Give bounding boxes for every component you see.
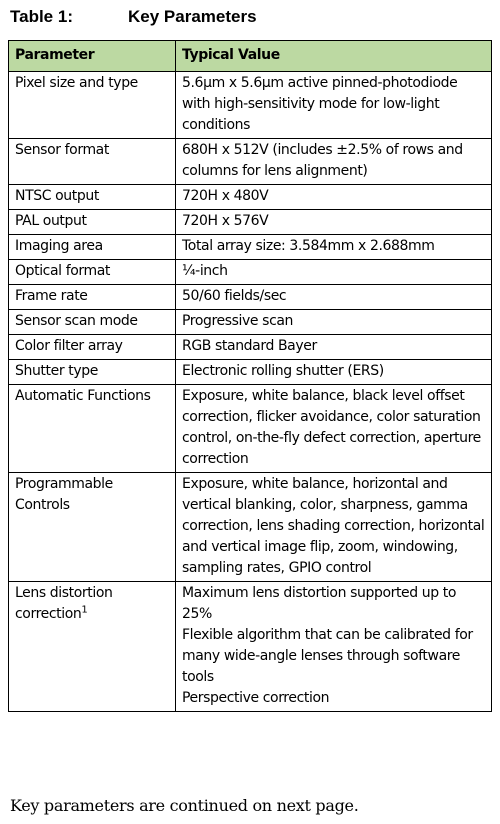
row-parameter: NTSC output <box>9 185 176 210</box>
row-value: 5.6µm x 5.6µm active pinned-photodiode with high-sensitivity mode for low-light conditions <box>176 72 492 139</box>
row-value: Exposure, white balance, horizontal and vertical blanking, color, sharpness, gamma correction, lens shading correction, horizontal and vertical image flip, zoom, windowing, sampling rates, GPIO control <box>176 473 492 582</box>
table-row <box>9 285 492 310</box>
table-caption <box>10 4 490 30</box>
table-row <box>9 72 492 139</box>
continuation-note: Key parameters are continued on next page. <box>10 796 359 815</box>
row-value: Electronic rolling shutter (ERS) <box>176 360 492 385</box>
table-row <box>9 310 492 335</box>
row-value: 720H x 480V <box>176 185 492 210</box>
row-parameter: Pixel size and type <box>9 72 176 139</box>
footnote-marker: 1 <box>81 604 88 616</box>
table-row <box>9 582 492 712</box>
row-parameter: Optical format <box>9 260 176 285</box>
table-number: Table 1: <box>10 7 73 26</box>
row-parameter: Shutter type <box>9 360 176 385</box>
table-row <box>9 210 492 235</box>
table-row <box>9 360 492 385</box>
row-value: Progressive scan <box>176 310 492 335</box>
table-title: Key Parameters <box>128 7 257 26</box>
row-value <box>176 582 492 712</box>
header-typical-value: Typical Value <box>176 41 492 72</box>
lens-value-line: Flexible algorithm that can be calibrated for many wide-angle lenses through software tools <box>182 627 473 685</box>
row-parameter <box>9 582 176 712</box>
row-parameter: Sensor format <box>9 139 176 185</box>
row-value: 680H x 512V (includes ±2.5% of rows and columns for lens alignment) <box>176 139 492 185</box>
lens-value-line: Maximum lens distortion supported up to 25% <box>182 585 457 622</box>
row-parameter: Programmable Controls <box>9 473 176 582</box>
row-parameter: PAL output <box>9 210 176 235</box>
key-parameters-table <box>8 40 492 712</box>
table-row <box>9 260 492 285</box>
lens-value-line: Perspective correction <box>182 690 330 706</box>
row-parameter: Imaging area <box>9 235 176 260</box>
row-value: 50/60 fields/sec <box>176 285 492 310</box>
table-row <box>9 473 492 582</box>
row-value: Exposure, white balance, black level offset correction, flicker avoidance, color saturation control, on-the-fly defect correction, aperture correction <box>176 385 492 473</box>
header-parameter: Parameter <box>9 41 176 72</box>
table-row <box>9 185 492 210</box>
table-header-row <box>9 41 492 72</box>
table-row <box>9 235 492 260</box>
row-value: Total array size: 3.584mm x 2.688mm <box>176 235 492 260</box>
row-parameter: Automatic Functions <box>9 385 176 473</box>
row-parameter: Sensor scan mode <box>9 310 176 335</box>
row-value: 720H x 576V <box>176 210 492 235</box>
table-row <box>9 385 492 473</box>
row-parameter: Frame rate <box>9 285 176 310</box>
row-value: RGB standard Bayer <box>176 335 492 360</box>
table-row <box>9 139 492 185</box>
row-parameter: Color filter array <box>9 335 176 360</box>
lens-row-param-label: Lens distortion correction <box>15 585 113 622</box>
row-value: ¼-inch <box>176 260 492 285</box>
table-row <box>9 335 492 360</box>
